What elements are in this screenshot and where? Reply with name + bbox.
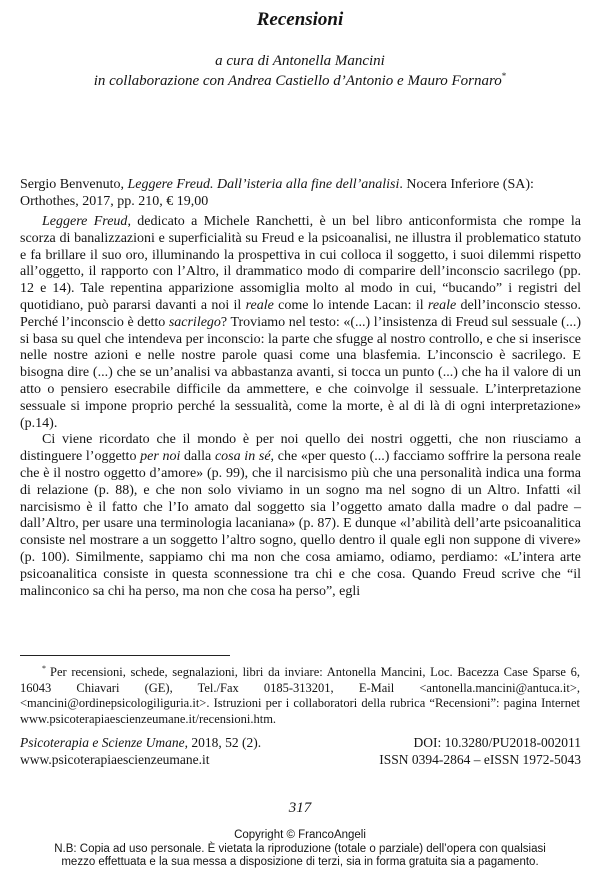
- review-paragraph-1: Leggere Freud, dedicato a Michele Ranchetti, è un bel libro anticonformista che rompe la scorza di banalizzazioni e superficialità su Freud e la psicoanalisi, ne illustra il problematico statuto e fa brillare il suo oro, illuminando la prospettiva in cui colloca il soggetto, i suoi dilemmi rispetto all’oggetto, il rapporto con l’Altro, il drammatico modo di comparire dell’inconscio sacrilego (pp. 12 e 14). Tale repentina apparizione assomiglia molto al modo in cui, “bucando” i registri del quotidiano, può pararsi davanti a noi il reale come lo intende Lacan: il reale dell’inconscio stesso. Perché l’inconscio è detto sacrilego? Troviamo nel testo: «(...) l’insistenza di Freud sul sessuale (...) si basa su quel che intendeva per inconscio: la parte che sfugge al nostro controllo, e che si inserisce nelle nostre azioni e nelle nostre parole quasi come una blasfemia. L’inconscio è sacrilego. E bisogna dire (...) che se un’analisi va abbastanza avanti, si tocca un punto (...) che ha il valore di un atto o pensiero esecrabile difficile da ammettere, e che coinvolge il sessuale. L’interpretazione sessuale si impone proprio perché la sessualità, come la morte, è al di là di ogni interpretazione» (p.14).: [20, 214, 582, 431]
- footnote-marker: *: [42, 664, 46, 673]
- review-paragraph-2: Ci viene ricordato che il mondo è per noi quello dei nostri oggetti, che non riusciamo a distinguere l’oggetto per noi dalla cosa in sé, che «per questo (...) facciamo soffrire la persona reale che è il nostro oggetto d’amore» (p. 99), che il narcisismo più che una personalità indica una forma di relazione (p. 88), e che non solo viviamo in un sogno ma nel sogno di un Altro. Infatti «il narcisismo è il fatto che l’Io amato dal soggetto sia l’oggetto amato dalla madre o dal padre – dall’Altro, per usare una terminologia lacaniana» (p. 87). E dunque «l’abilità dell’arte psicoanalitica consiste nel mostrare a un soggetto l’altro sogno, quello dentro il quale egli non suppone di vivere» (p. 100). Similmente, sappiamo chi ma non che cosa amiamo, odiamo, perdiamo: «L’intera arte psicoanalitica consiste in questa sconnessione tra chi e che cosa. Quando Freud scrive che “il malinconico sa chi ha perso, ma non che cosa ha perso”, egli: [20, 432, 581, 599]
- journal-reference: [20, 734, 261, 751]
- citation-author: Sergio Benvenuto,: [20, 177, 128, 192]
- curator-line: a cura di Antonella Mancini: [215, 53, 385, 69]
- citation-book-title: Leggere Freud. Dall’isteria alla fine dell’analisi: [127, 177, 400, 192]
- usage-notice-line-2: mezzo effettuata e la sua messa a disposizione di terzi, sia in forma gratuita sia a pagamento.: [61, 856, 539, 869]
- doi: DOI: 10.3280/PU2018-002011: [413, 735, 581, 750]
- footnote: [20, 661, 580, 727]
- copyright-line: Copyright © FrancoAngeli: [234, 829, 366, 841]
- copyright-notice: [0, 829, 600, 870]
- issn: ISSN 0394-2864 – eISSN 1972-5043: [379, 752, 581, 767]
- journal-name: Psicoterapia e Scienze Umane: [20, 735, 185, 750]
- page-number: 317: [288, 800, 312, 816]
- citation-details: . Nocera Inferiore (SA): Orthothes, 2017, pp. 210, € 19,00: [20, 177, 534, 209]
- collaborators-line: [0, 71, 600, 90]
- journal-issue: , 2018, 52 (2).: [184, 735, 262, 750]
- footnote-text: Per recensioni, schede, segnalazioni, libri da inviare: Antonella Mancini, Loc. Bacezza Case Sparse 6, 16043 Chiavari (GE), Tel./Fax 0185-313201, E-Mail <antonella.mancini@antuca.it>, <mancini@ordinepsicologiliguria.it>. Istruzioni per i collaboratori della rubrica “Recensioni”: pagina Internet www.psicoterapiaescienzeumane.it/recensioni.htm.: [20, 665, 580, 726]
- section-title: Recensioni: [256, 9, 344, 30]
- collaborators-text: in collaborazione con Andrea Castiello d’Antonio e Mauro Fornaro: [93, 73, 502, 89]
- review-body: [20, 214, 581, 600]
- journal-website-link[interactable]: www.psicoterapiaescienzeumane.it: [20, 752, 210, 767]
- usage-notice-line-1: N.B: Copia ad uso personale. È vietata la riproduzione (totale o parziale) dell’opera con qualsiasi: [54, 842, 546, 855]
- book-citation: [20, 176, 580, 210]
- footnote-divider: [20, 655, 230, 656]
- footnote-ref-marker: *: [501, 71, 507, 81]
